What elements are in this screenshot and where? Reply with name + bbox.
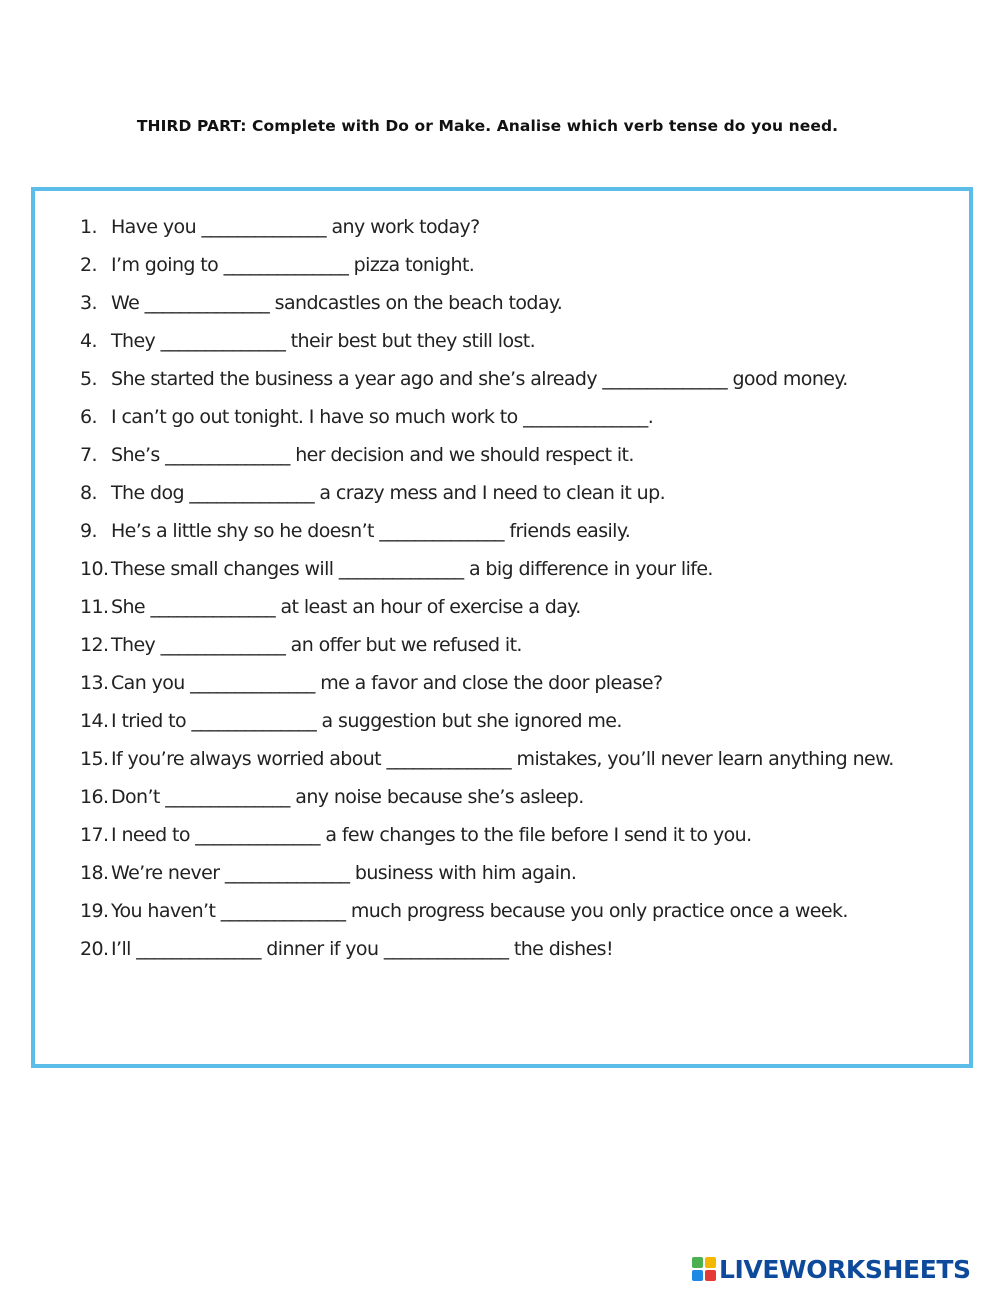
item-number: 12. [80, 634, 109, 656]
item-sentence [111, 930, 940, 968]
sentence-start: Can you [111, 672, 191, 694]
sentence-start: She [111, 596, 151, 618]
sentence-end: sandcastles on the beach today. [269, 292, 563, 314]
item-sentence [111, 626, 940, 664]
liveworksheets-logo-icon [692, 1257, 716, 1281]
exercise-item [80, 778, 940, 816]
sentence-start: I can’t go out tonight. I have so much work to [111, 406, 524, 428]
item-sentence [111, 512, 940, 550]
answer-blank[interactable]: ______________ [523, 406, 648, 428]
exercise-item [80, 322, 940, 360]
exercise-item [80, 740, 940, 778]
item-sentence [111, 892, 940, 930]
exercise-list [80, 208, 940, 968]
exercise-item [80, 588, 940, 626]
answer-blank[interactable]: ______________ [338, 558, 464, 580]
answer-blank[interactable]: ______________ [144, 292, 270, 314]
answer-blank[interactable]: ______________ [136, 938, 261, 960]
sentence-end: a suggestion but she ignored me. [316, 710, 622, 732]
sentence-start: We’re never [111, 862, 225, 884]
exercise-item [80, 398, 940, 436]
item-number: 2. [80, 254, 97, 276]
sentence-end: me a favor and close the door please? [314, 672, 663, 694]
sentence-end: mistakes, you’ll never learn anything new. [511, 748, 894, 770]
item-number: 8. [80, 482, 97, 504]
item-number: 7. [80, 444, 97, 466]
sentence-start: We [111, 292, 145, 314]
item-number: 16. [80, 786, 109, 808]
sentence-end: any work today? [326, 216, 480, 238]
item-sentence [111, 740, 940, 778]
answer-blank[interactable]: ______________ [602, 368, 728, 390]
item-sentence [111, 816, 940, 854]
item-number: 18. [80, 862, 109, 884]
sentence-end: good money. [727, 368, 848, 390]
sentence-start: The dog [111, 482, 190, 504]
item-number: 19. [80, 900, 109, 922]
answer-blank[interactable]: ______________ [386, 748, 512, 770]
sentence-start: He’s a little shy so he doesn’t [111, 520, 380, 542]
item-sentence [111, 398, 940, 436]
sentence-end: business with him again. [349, 862, 577, 884]
sentence-end: a crazy mess and I need to clean it up. [313, 482, 666, 504]
page-title: THIRD PART: Complete with Do or Make. Analise which verb tense do you need. [136, 117, 839, 135]
item-number: 15. [80, 748, 109, 770]
exercise-item [80, 854, 940, 892]
sentence-start: These small changes will [111, 558, 339, 580]
exercise-item [80, 626, 940, 664]
answer-blank[interactable]: ______________ [220, 900, 346, 922]
sentence-end: dinner if you [260, 938, 384, 960]
sentence-start: They [111, 330, 161, 352]
sentence-end: an offer but we refused it. [285, 634, 522, 656]
answer-blank[interactable]: ______________ [191, 710, 317, 732]
exercise-item [80, 208, 940, 246]
item-number: 3. [80, 292, 97, 314]
answer-blank[interactable]: ______________ [160, 634, 286, 656]
item-sentence [111, 588, 940, 626]
exercise-item [80, 550, 940, 588]
item-number: 1. [80, 216, 97, 238]
brand-logo [692, 1254, 971, 1284]
sentence-end: the dishes! [508, 938, 613, 960]
sentence-start: If you’re always worried about [111, 748, 387, 770]
exercise-item [80, 664, 940, 702]
item-sentence [111, 664, 940, 702]
item-number: 13. [80, 672, 109, 694]
sentence-end: at least an hour of exercise a day. [275, 596, 581, 618]
sentence-end: much progress because you only practice once a week. [345, 900, 848, 922]
answer-blank[interactable]: ______________ [383, 938, 509, 960]
item-number: 4. [80, 330, 97, 352]
item-number: 6. [80, 406, 97, 428]
item-sentence [111, 360, 940, 398]
item-sentence [111, 854, 940, 892]
exercise-item [80, 436, 940, 474]
sentence-end: any noise because she’s asleep. [289, 786, 584, 808]
item-sentence [111, 246, 940, 284]
exercise-item [80, 892, 940, 930]
item-sentence [111, 284, 940, 322]
sentence-start: Have you [111, 216, 202, 238]
sentence-end: her decision and we should respect it. [289, 444, 634, 466]
exercise-item [80, 246, 940, 284]
item-number: 9. [80, 520, 97, 542]
answer-blank[interactable]: ______________ [379, 520, 504, 542]
item-sentence [111, 474, 940, 512]
answer-blank[interactable]: ______________ [190, 672, 315, 694]
item-number: 20. [80, 938, 109, 960]
exercise-item [80, 512, 940, 550]
answer-blank[interactable]: ______________ [165, 444, 290, 466]
sentence-start: I’ll [111, 938, 137, 960]
brand-name: LIVEWORKSHEETS [719, 1254, 971, 1284]
answer-blank[interactable]: ______________ [160, 330, 286, 352]
sentence-end: a big difference in your life. [463, 558, 713, 580]
sentence-start: She’s [111, 444, 166, 466]
exercise-item [80, 816, 940, 854]
sentence-start: I’m going to [111, 254, 224, 276]
answer-blank[interactable]: ______________ [223, 254, 349, 276]
sentence-end: friends easily. [503, 520, 631, 542]
item-number: 14. [80, 710, 109, 732]
sentence-start: She started the business a year ago and she’s already [111, 368, 603, 390]
answer-blank[interactable]: ______________ [224, 862, 350, 884]
sentence-end: a few changes to the file before I send it to you. [319, 824, 752, 846]
item-number: 10. [80, 558, 109, 580]
item-sentence [111, 778, 940, 816]
exercise-item [80, 284, 940, 322]
answer-blank[interactable]: ______________ [189, 482, 314, 504]
sentence-start: Don’t [111, 786, 166, 808]
item-sentence [111, 702, 940, 740]
sentence-end: pizza tonight. [348, 254, 475, 276]
exercise-item [80, 702, 940, 740]
exercise-item [80, 474, 940, 512]
sentence-end: . [647, 406, 654, 428]
sentence-start: You haven’t [111, 900, 221, 922]
exercise-item [80, 930, 940, 968]
sentence-start: They [111, 634, 161, 656]
item-sentence [111, 436, 940, 474]
sentence-start: I need to [111, 824, 196, 846]
answer-blank[interactable]: ______________ [165, 786, 290, 808]
answer-blank[interactable]: ______________ [150, 596, 276, 618]
exercise-item [80, 360, 940, 398]
item-sentence [111, 322, 940, 360]
answer-blank[interactable]: ______________ [195, 824, 320, 846]
item-sentence [111, 208, 940, 246]
item-sentence [111, 550, 940, 588]
item-number: 17. [80, 824, 109, 846]
sentence-end: their best but they still lost. [285, 330, 536, 352]
item-number: 5. [80, 368, 97, 390]
sentence-start: I tried to [111, 710, 192, 732]
item-number: 11. [80, 596, 109, 618]
answer-blank[interactable]: ______________ [201, 216, 327, 238]
